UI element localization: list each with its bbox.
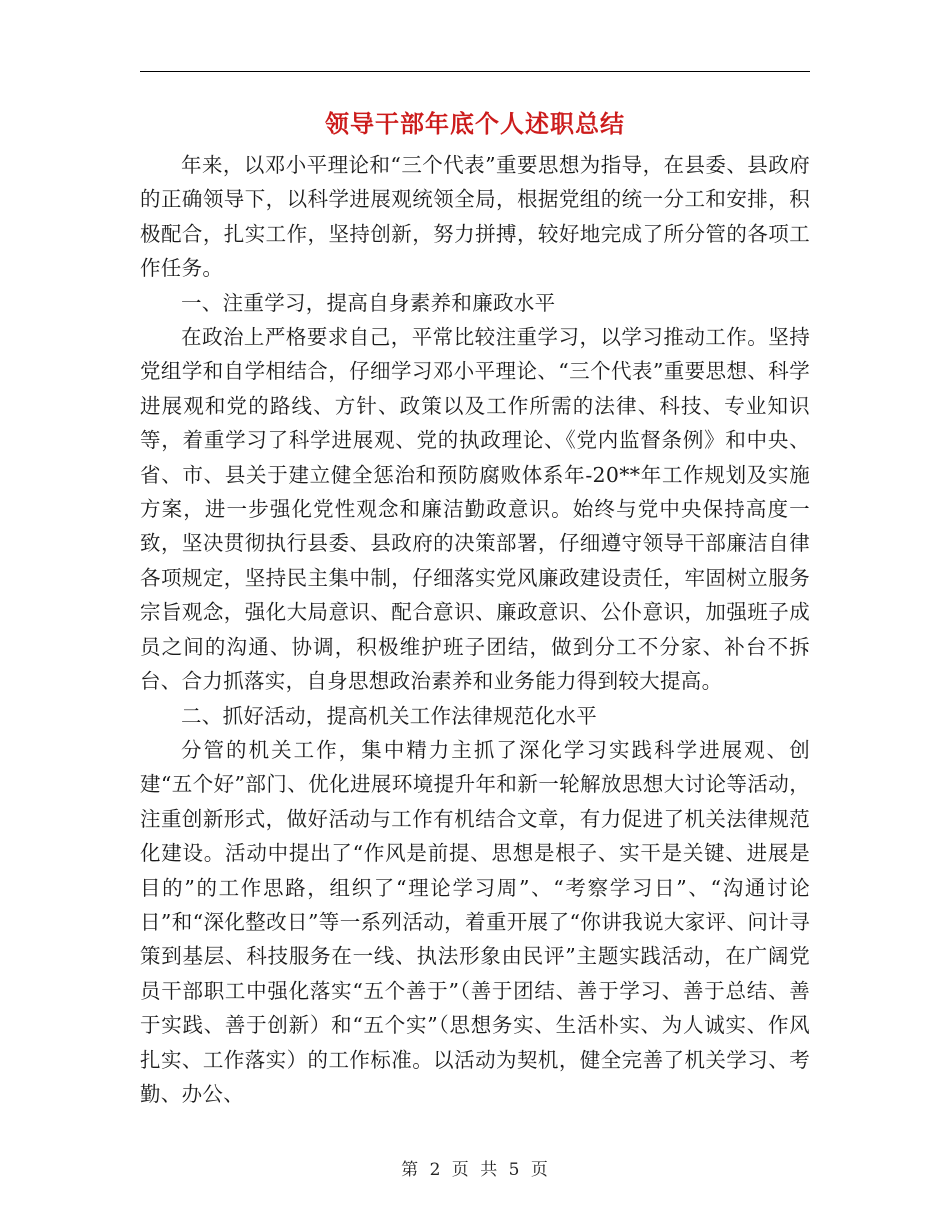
page-number-footer: 第 2 页 共 5 页: [401, 1160, 549, 1180]
document-title: 领导干部年底个人述职总结: [325, 109, 625, 138]
document-body: [140, 148, 810, 1111]
section-2-heading: 二、抓好活动，提高机关工作法律规范化水平: [181, 703, 597, 728]
header-rule: [140, 71, 810, 72]
section-1-heading: 一、注重学习，提高自身素养和廉政水平: [181, 290, 556, 315]
section-2-paragraph: 分管的机关工作，集中精力主抓了深化学习实践科学进展观、创建“五个好”部门、优化进展环境提升年和新一轮解放思想大讨论等活动，注重创新形式，做好活动与工作有机结合文章，有力促进了机关法律规范化建设。活动中提出了“作风是前提、思想是根子、实干是关键、进展是目的”的工作思路，组织了“理论学习周”、“考察学习日”、“沟通讨论日”和“深化整改日”等一系列活动，着重开展了“你讲我说大家评、问计寻策到基层、科技服务在一线、执法形象由民评”主题实践活动，在广阔党员干部职工中强化落实“五个善于”（善于团结、善于学习、善于总结、善于实践、善于创新）和“五个实”（思想务实、生活朴实、为人诚实、作风扎实、工作落实）的工作标准。以活动为契机，健全完善了机关学习、考勤、办公、: [140, 737, 810, 1106]
intro-paragraph: 年来，以邓小平理论和“三个代表”重要思想为指导，在县委、县政府的正确领导下，以科学进展观统领全局，根据党组的统一分工和安排，积极配合，扎实工作，坚持创新，努力拼搏，较好地完成了所分管的各项工作任务。: [140, 153, 810, 281]
section-1-paragraph: 在政治上严格要求自己，平常比较注重学习，以学习推动工作。坚持党组学和自学相结合，仔细学习邓小平理论、“三个代表”重要思想、科学进展观和党的路线、方针、政策以及工作所需的法律、科技、专业知识等，着重学习了科学进展观、党的执政理论、《党内监督条例》和中央、省、市、县关于建立健全惩治和预防腐败体系年-20**年工作规划及实施方案，进一步强化党性观念和廉洁勤政意识。始终与党中央保持高度一致，坚决贯彻执行县委、县政府的决策部署，仔细遵守领导干部廉洁自律各项规定，坚持民主集中制，仔细落实党风廉政建设责任，牢固树立服务宗旨观念，强化大局意识、配合意识、廉政意识、公仆意识，加强班子成员之间的沟通、协调，积极维护班子团结，做到分工不分家、补台不拆台、合力抓落实，自身思想政治素养和业务能力得到较大提高。: [140, 325, 810, 694]
